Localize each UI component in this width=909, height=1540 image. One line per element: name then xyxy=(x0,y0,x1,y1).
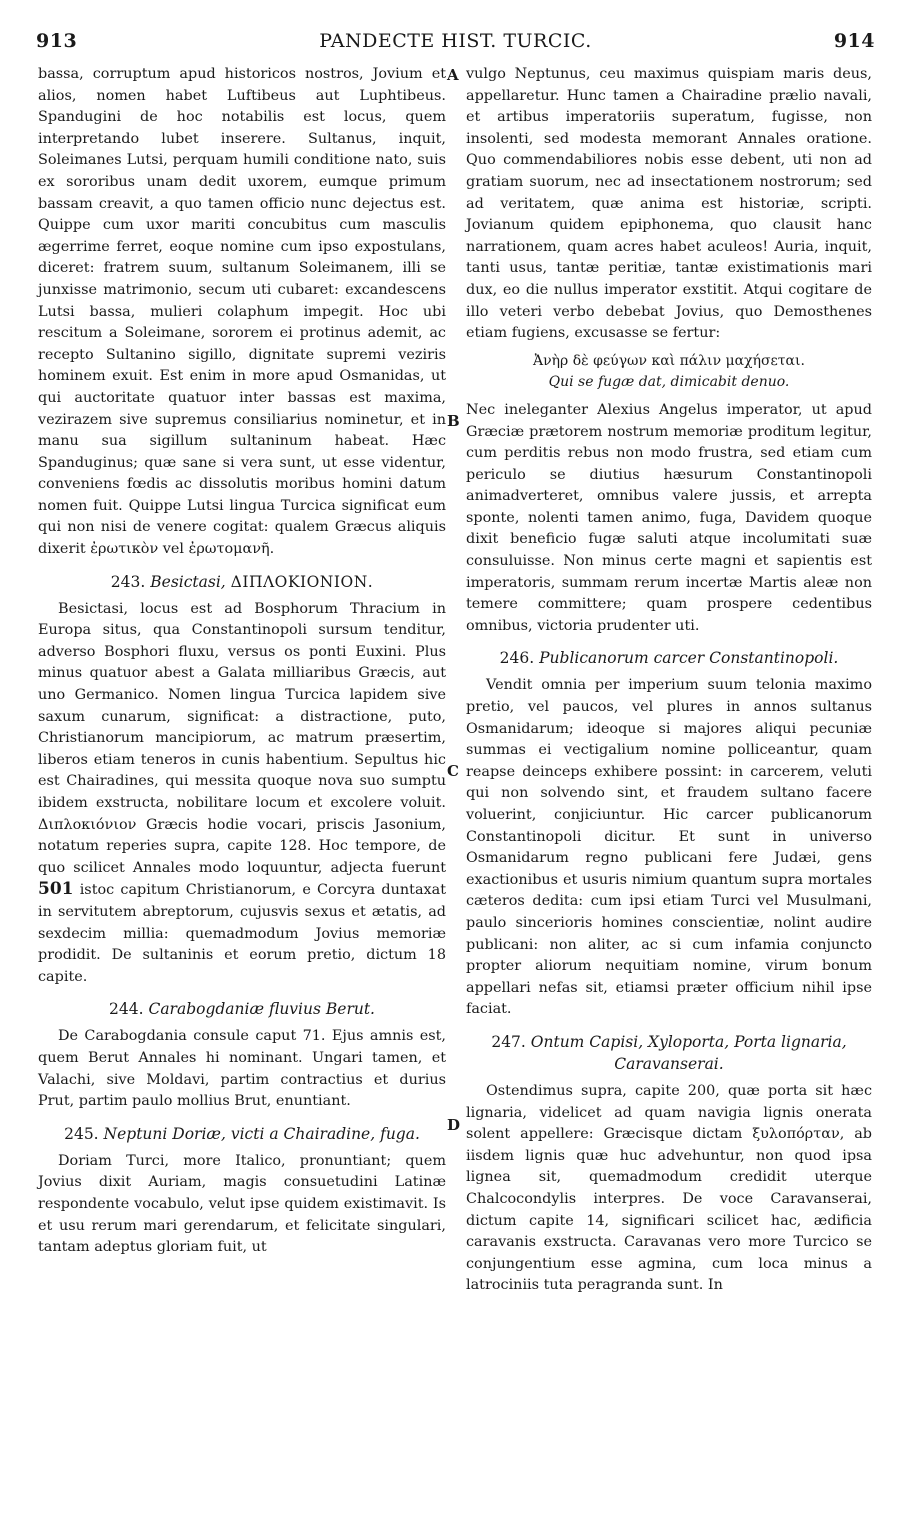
section-number: 245. xyxy=(64,1124,99,1143)
quotation-greek: Ἀνὴρ δὲ φεύγων καὶ πάλιν μαχήσεται. xyxy=(533,352,805,369)
paragraph-bassa: bassa, corruptum apud historicos nostros, Jovium et alios, nomen habet Luftibeus aut Luphtibeus. Spandugini de hoc notabilis est locus, quem interpretando lubet inserere. Sultanus, inquit, Soleimanes Lutsi, perquam humili conditione nato, suis ex sororibus unam dedit uxorem, eumque primum bassam creavit, a quo tamen officio nunc dejectus est. Quippe cum uxor mariti concubitus cum masculis ægerrime ferret, eoque nomine cum ipso expostulans, diceret: fratrem suum, sultanum Soleimanem, illi se junxisse matrimonio, secum uti cubaret: excandescens Lutsi bassa, mulieri colaphum impegit. Hoc ubi rescitum a Soleimane, sororem ei protinus ademit, ac recepto Sultanino sigillo, dignitate supremi veziris hominem exuit. Est enim in more apud Osmanidas, ut qui auctoritate quatuor inter bassas est maxima, vezirazem sive supremus consiliarius nominetur, et in manu sua sigillum sultaninum habeat. Hæc Spanduginus; quæ sane si vera sunt, ut esse videntur, conveniens fœdis ac dissolutis moribus homini datum nomen fuit. Quippe Lutsi lingua Turcica significat eum qui non nisi de venere cogitat: qualem Græcus aliquis dixerit ἐρωτικὸν vel ἐρωτομανῆ. xyxy=(38,66,446,558)
section-title: Besictasi, xyxy=(150,572,226,591)
margin-marker-d: D xyxy=(447,1116,461,1134)
section-title: Carabogdaniæ fluvius Berut. xyxy=(148,1000,375,1019)
left-column xyxy=(38,64,446,1259)
running-head xyxy=(36,30,875,60)
paragraph-245: Doriam Turci, more Italico, pronuntiant; quem Jovius dixit Auriam, magis consuetudini Latinæ respondente vocabulo, velut ipse quidem existimavit. Is et usu rerum mari gerendarum, et felicitate singulari, tantam adeptus gloriam fuit, ut xyxy=(38,1152,446,1256)
running-title: PANDECTE HIST. TURCIC. xyxy=(319,30,592,52)
quotation-latin: Qui se fugæ dat, dimicabit denuo. xyxy=(548,374,790,391)
section-number: 247. xyxy=(491,1032,526,1051)
section-heading-246 xyxy=(466,647,872,669)
section-title: Neptuni Doriæ, victi a Chairadine, fuga. xyxy=(103,1124,420,1143)
section-title: Publicanorum carcer Constantinopoli. xyxy=(539,649,839,668)
paragraph-243-part1: Besictasi, locus est ad Bosphorum Thracium in Europa situs, qua Constantinopoli sursum tenditur, adverso Bosphori fluxu, versus os ponti Euxini. Plus minus quatuor abest a Galata milliaribus Græcis, aut uno Germanico. Nomen lingua Turcica lapidem sive saxum cunarum, significat: a distractione, puto, Christianorum mancipiorum, ac matrum præsertim, liberos etiam teneros in cunis habentium. Sepultus hic est Chairadines, qui messita quoque nova suo sumptu ibidem exstructa, nobilitare locum et excolere voluit. Διπλοκιόνιον Græcis hodie vocari, priscis Jasonium, notatum reperies supra, capite 128. Hoc tempore, de quo scilicet Annales modo loquuntur, adjecta fuerunt xyxy=(38,600,446,876)
section-number: 246. xyxy=(499,649,535,668)
page-number-left: 913 xyxy=(36,30,78,52)
paragraph-247: Ostendimus supra, capite 200, quæ porta sit hæc lignaria, videlicet ad quam navigia lignis onerata solent appellere: Græcisque dictam ξυλοπόρταν, ab iisdem lignis quæ huc advehuntur, non quod ipsa lignea sit, quemadmodum credidit uterque Chalcocondylis interpres. De voce Caravanserai, dictum capite 14, significari scilicet hac, ædificia caravanis exstructa. Caravanas vero more Turcico se conjungentium esse agmina, cum loca minus a latrociniis tuta peragranda sunt. In xyxy=(466,1082,872,1294)
paragraph-246: Vendit omnia per imperium suum telonia maximo pretio, vel paucos, vel plures in annos sultanus Osmanidarum; ideoque si majores aliqui pecuniæ summas ei vectigalium nomine polliceantur, quam reapse deinceps exhibere possint: in carcerem, veluti qui non solvendo sint, et fraudem sultano facere voluerint, conjiciuntur. Hic carcer publicanorum Constantinopoli dicitur. Et sunt in universo Osmanidarum regno publicani fere Judæi, gens exactionibus et usuris nimium quantum supra mortales cæteros dedita: cum ipsi etiam Turci vel Musulmani, paulo sincerioris homines conscientiæ, nolint audire publicani: non aliter, ac si cum infamia conjuncto propter aliorum nequitiam nomine, virum bonum appellari nefas sit, etiamsi præter officium nihil ipse faciat. xyxy=(466,677,872,1018)
margin-marker-c: C xyxy=(447,762,459,780)
section-heading-245 xyxy=(38,1123,446,1145)
section-heading-244 xyxy=(38,998,446,1020)
margin-marker-a: A xyxy=(447,66,459,84)
section-number: 243. xyxy=(110,572,146,591)
section-number: 244. xyxy=(109,1000,144,1019)
section-heading-243 xyxy=(38,571,446,593)
quotation xyxy=(466,351,872,394)
paragraph-243 xyxy=(38,599,446,989)
page-number-right: 914 xyxy=(833,30,875,52)
paragraph-245-b: Nec ineleganter Alexius Angelus imperator, ut apud Græciæ prætorem nostrum memoriæ proditum legitur, cum perditis rebus non modo frustra, sed etiam cum periculo se diutius hæsurum Constantinopoli animadverteret, omnibus valere jussis, et arrepta sponte, nolenti tamen animo, fuga, Davidem quoque dixit beneficio fugæ saluti atque incolumitati suæ consuluisse. Non minus certe magni et sapientis est imperatoris, summam rerum incertæ Martis aleæ non temere committere; quam prospere cedentibus omnibus, victoria prudenter uti. xyxy=(466,401,872,634)
section-title-line2: Caravanserai. xyxy=(614,1054,724,1073)
right-column xyxy=(466,64,872,1297)
paragraph-245-continued: vulgo Neptunus, ceu maximus quispiam maris deus, appellaretur. Hunc tamen a Chairadine prælio navali, et artibus imperatoriis superatum, fugisse, non insolenti, sed modesta memorant Annales oratione. Quo commendabiliores nobis esse debent, uti non ad gratiam suorum, nec ad insectationem nostrorum; sed ad veritatem, quæ anima est historiæ, scripti. Jovianum quidem epiphonema, quo clausit hanc narrationem, quam acres habet aculeos! Auria, inquit, tanti usus, tantæ peritiæ, tantæ existimationis mari dux, eo die nullus imperator exstitit. Atqui cogitare de illo veteri verbo debebat Jovius, quo Demosthenes etiam fugiens, excusasse se fertur: xyxy=(466,66,872,342)
sheet-number: 501 xyxy=(38,879,74,900)
section-title-greek: ΔΙΠΛΟΚΙΟΝΙΟΝ. xyxy=(230,572,374,591)
paragraph-244: De Carabogdania consule caput 71. Ejus amnis est, quem Berut Annales hi nominant. Ungari tamen, et Valachi, sive Moldavi, partim contractius et durius Prut, partim paulo mollius Brut, enuntiant. xyxy=(38,1028,446,1110)
paragraph-243-part2: istoc capitum Christianorum, e Corcyra duntaxat in servitutem abreptorum, cujusvis sexus et ætatis, ad sexdecim millia: quemadmodum Jovius memoriæ prodidit. De sultaninis et eorum pretio, dictum 18 capite. xyxy=(38,882,447,985)
margin-marker-b: B xyxy=(447,412,460,430)
section-heading-247 xyxy=(466,1031,872,1075)
section-title: Ontum Capisi, Xyloporta, Porta lignaria, xyxy=(530,1032,847,1051)
